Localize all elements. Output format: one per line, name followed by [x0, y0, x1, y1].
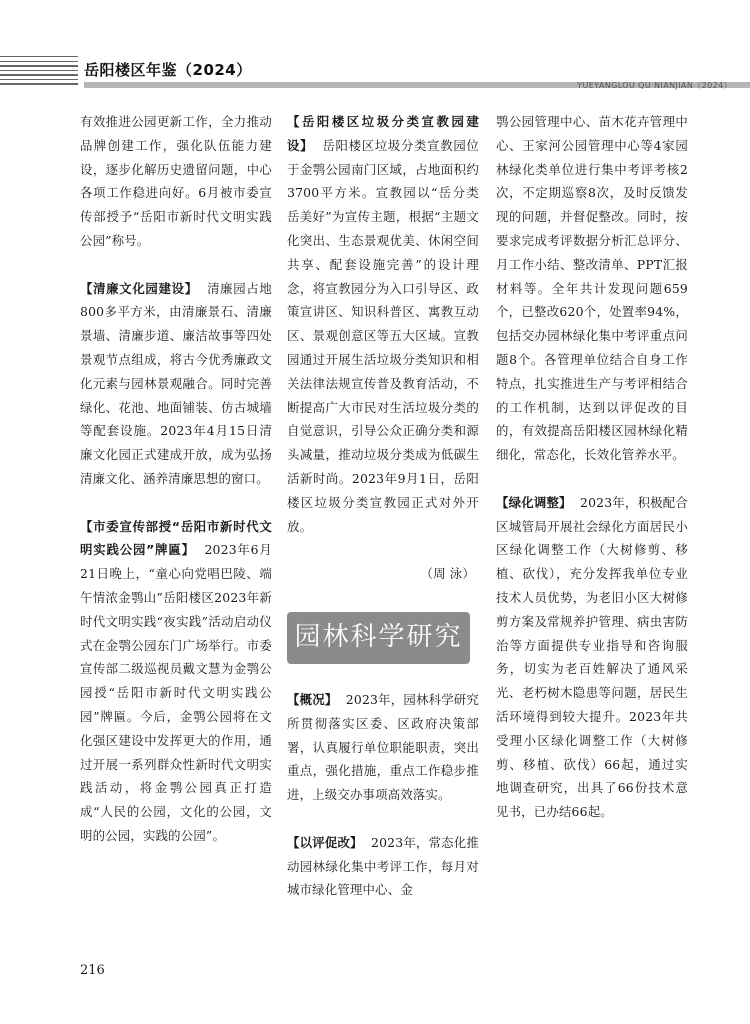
- running-header-title: 岳阳楼区年鉴（2024）: [84, 61, 252, 79]
- paragraph: 【清廉文化园建设】 清廉园占地800多平方米，由清廉景石、清廉景墙、清廉步道、廉洁故事等四处景观节点组成，将古今优秀廉政文化元素与园林景观融合。同时完善绿化、花池、地面铺装、仿古城墙等配套设施。2023年4月15日清廉文化园正式建成开放，成为弘扬清廉文化、涵养清廉思想的窗口。: [80, 280, 272, 486]
- paragraph: 【概况】 2023年，园林科学研究所贯彻落实区委、区政府决策部署，认真履行单位职能职责，突出重点，强化措施，重点工作稳步推进，上级交办事项高效落实。: [287, 691, 480, 803]
- paragraph: 鹗公园管理中心、苗木花卉管理中心、王家河公园管理中心等4家园林绿化类单位进行集中考评考核2次，不定期巡察8次，及时反馈发现的问题，并督促整改。同时，按要求完成考评数据分析汇总评分、月工作小结、整改清单、PPT汇报材料等。全年共计发现问题659个，已整改620个，处置率94%，包括交办园林绿化集中考评重点问题8个。各管理单位结合自身工作特点，扎实推进生产与考评相结合的工作机制，达到以评促改的目的，有效提高岳阳楼区园林绿化精细化，常态化，长效化管养水平。: [496, 114, 688, 463]
- section-heading: 【绿化调整】: [496, 494, 572, 510]
- running-header-subtitle: YUEYANGLOU QU NIANJIAN（2024）: [577, 81, 732, 90]
- paragraph: 【以评促改】 2023年，常态化推动园林绿化集中考评工作，每月对城市绿化管理中心、金: [287, 834, 479, 898]
- paragraph: 【岳阳楼区垃圾分类宣教园建设】 岳阳楼区垃圾分类宣教园位于金鹗公园南门区域，占地面积约3700平方米。宣教园以“岳分类 岳美好”为宣传主题，根据“主题文化突出、生态景观优美、休闲空间共享、配套设施完善”的设计理念，将宣教园分为入口引导区、政策宣讲区、知识科普区、寓教互动区、景观创意区等五大区域。宣教园通过开展生活垃圾分类知识和相关法律法规宣传普及教育活动，不断提高广大市民对生活垃圾分类的自觉意识，引导公众正确分类和源头减量，推动垃圾分类成为低碳生活新时尚。2023年9月1日，岳阳楼区垃圾分类宣教园正式对外开放。: [287, 114, 480, 534]
- page-number: 216: [80, 963, 105, 978]
- header-decoration-lines: [0, 56, 78, 86]
- author-credit: （周 泳）: [420, 566, 475, 582]
- text-column-1: [80, 110, 272, 872]
- section-heading: 【概况】: [287, 691, 338, 707]
- section-heading: 【以评促改】: [287, 834, 363, 850]
- section-heading: 【清廉文化园建设】: [80, 280, 198, 296]
- section-heading: 【岳阳楼区垃圾分类宣教园建设】: [287, 114, 479, 153]
- paragraph: 【市委宣传部授“岳阳市新时代文明实践公园”牌匾】 2023年6月21日晚上，“童心向党唱巴陵、端午情浓金鹗山”岳阳楼区2023年新时代文明实践“夜实践”活动启动仪式在金鹗公园东门广场举行。市委宣传部二级巡视员戴文慧为金鹗公园授“岳阳市新时代文明实践公园”牌匾。今后，金鹗公园将在文化强区建设中发挥更大的作用，通过开展一系列群众性新时代文明实践活动，将金鹗公园真正打造成“人民的公园，文化的公园，文明的公园，实践的公园”。: [80, 518, 272, 843]
- section-heading: 【市委宣传部授“岳阳市新时代文明实践公园”牌匾】: [80, 518, 272, 558]
- paragraph: 有效推进公园更新工作，全力推动品牌创建工作，强化队伍能力建设，逐步化解历史遗留问题，中心各项工作稳进向好。6月被市委宣传部授予“岳阳市新时代文明实践公园”称号。: [80, 114, 272, 248]
- paragraph: 【绿化调整】 2023年，积极配合区城管局开展社会绿化方面居民小区绿化调整工作（大树修剪、移植、砍伐），充分发挥我单位专业技术人员优势，为老旧小区大树修剪方案及常规养护管理、病虫害防治等方面提供专业指导和咨询服务，切实为老百姓解决了通风采光、老朽树木隐患等问题，居民生活环境得到较大提升。2023年共受理小区绿化调整工作（大树修剪、移植、砍伐）66起，通过实地调查研究，出具了66份技术意见书，已办结66起。: [496, 494, 688, 820]
- text-column-3: [496, 110, 688, 848]
- section-banner: 园林科学研究: [287, 612, 470, 664]
- text-column-2: [287, 110, 479, 926]
